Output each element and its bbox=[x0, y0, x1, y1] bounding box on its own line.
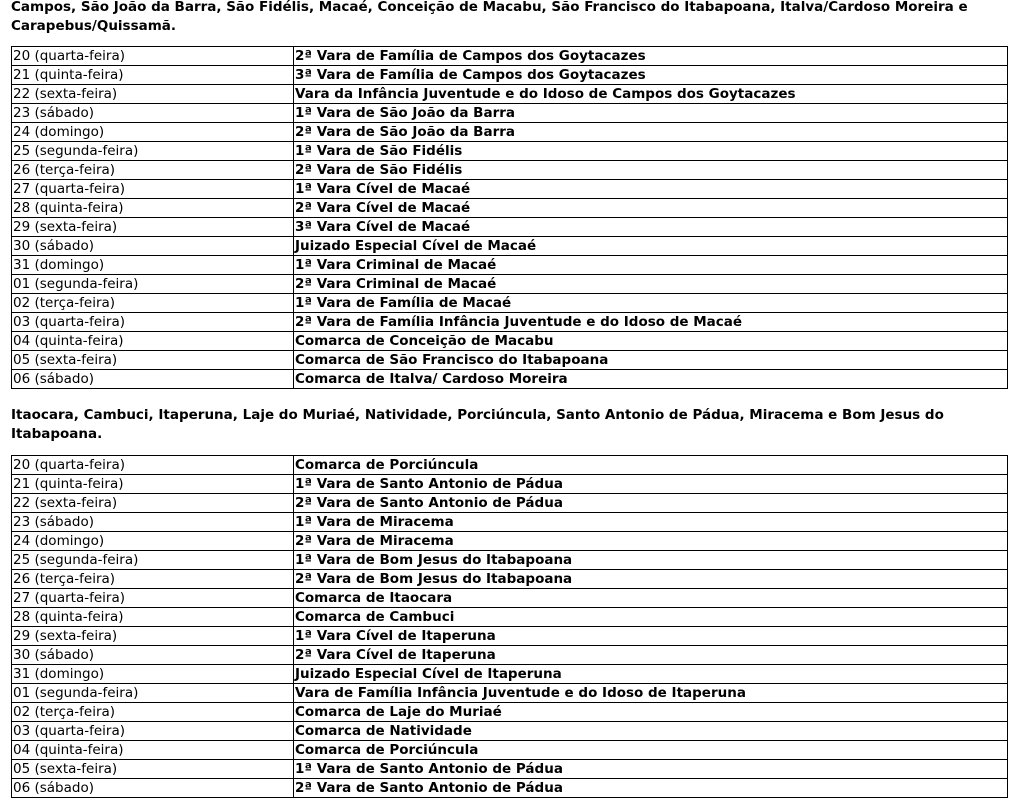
court-cell: 3ª Vara Cível de Macaé bbox=[294, 218, 1008, 237]
section-2-table bbox=[11, 455, 1008, 798]
table-row bbox=[12, 703, 1008, 722]
court-cell: 1ª Vara de São Fidélis bbox=[294, 142, 1008, 161]
table-row bbox=[12, 370, 1008, 389]
table-row bbox=[12, 589, 1008, 608]
table-row bbox=[12, 722, 1008, 741]
day-cell: 20 (quarta-feira) bbox=[12, 47, 294, 66]
day-cell: 31 (domingo) bbox=[12, 665, 294, 684]
table-row bbox=[12, 256, 1008, 275]
day-cell: 25 (segunda-feira) bbox=[12, 142, 294, 161]
table-row bbox=[12, 142, 1008, 161]
table-row bbox=[12, 275, 1008, 294]
court-cell: 1ª Vara de Família de Macaé bbox=[294, 294, 1008, 313]
table-row bbox=[12, 161, 1008, 180]
day-cell: 31 (domingo) bbox=[12, 256, 294, 275]
table-row bbox=[12, 47, 1008, 66]
court-cell: 2ª Vara de Família Infância Juventude e do Idoso de Macaé bbox=[294, 313, 1008, 332]
day-cell: 21 (quinta-feira) bbox=[12, 475, 294, 494]
table-row bbox=[12, 123, 1008, 142]
day-cell: 26 (terça-feira) bbox=[12, 161, 294, 180]
court-cell: 2ª Vara de Santo Antonio de Pádua bbox=[294, 779, 1008, 798]
day-cell: 03 (quarta-feira) bbox=[12, 313, 294, 332]
court-cell: 2ª Vara de São Fidélis bbox=[294, 161, 1008, 180]
day-cell: 06 (sábado) bbox=[12, 779, 294, 798]
day-cell: 28 (quinta-feira) bbox=[12, 199, 294, 218]
court-cell: Comarca de São Francisco do Itabapoana bbox=[294, 351, 1008, 370]
day-cell: 22 (sexta-feira) bbox=[12, 85, 294, 104]
day-cell: 20 (quarta-feira) bbox=[12, 456, 294, 475]
court-cell: Juizado Especial Cível de Macaé bbox=[294, 237, 1008, 256]
court-cell: 2ª Vara Cível de Macaé bbox=[294, 199, 1008, 218]
table-row bbox=[12, 741, 1008, 760]
court-cell: Comarca de Porciúncula bbox=[294, 456, 1008, 475]
day-cell: 24 (domingo) bbox=[12, 532, 294, 551]
court-cell: Comarca de Laje do Muriaé bbox=[294, 703, 1008, 722]
day-cell: 30 (sábado) bbox=[12, 646, 294, 665]
day-cell: 29 (sexta-feira) bbox=[12, 218, 294, 237]
day-cell: 24 (domingo) bbox=[12, 123, 294, 142]
table-row bbox=[12, 218, 1008, 237]
day-cell: 01 (segunda-feira) bbox=[12, 684, 294, 703]
table-row bbox=[12, 665, 1008, 684]
section-2-heading: Itaocara, Cambuci, Itaperuna, Laje do Muriaé, Natividade, Porciúncula, Santo Antonio de Pádua, Miracema e Bom Jesus do Itabapoana. bbox=[11, 407, 944, 442]
day-cell: 25 (segunda-feira) bbox=[12, 551, 294, 570]
day-cell: 30 (sábado) bbox=[12, 237, 294, 256]
section-1-heading: Campos, São João da Barra, São Fidélis, Macaé, Conceição de Macabu, São Francisco do Itabapoana, Italva/Cardoso Moreira e Carapebus/Quissamã. bbox=[11, 0, 968, 34]
table-row bbox=[12, 551, 1008, 570]
table-row bbox=[12, 294, 1008, 313]
table-row bbox=[12, 494, 1008, 513]
table-row bbox=[12, 513, 1008, 532]
court-cell: Comarca de Itaocara bbox=[294, 589, 1008, 608]
table-row bbox=[12, 180, 1008, 199]
table-row bbox=[12, 237, 1008, 256]
table-row bbox=[12, 779, 1008, 798]
table-row bbox=[12, 85, 1008, 104]
table-row bbox=[12, 532, 1008, 551]
table-row bbox=[12, 684, 1008, 703]
day-cell: 21 (quinta-feira) bbox=[12, 66, 294, 85]
table-row bbox=[12, 456, 1008, 475]
table-row bbox=[12, 760, 1008, 779]
court-cell: Comarca de Porciúncula bbox=[294, 741, 1008, 760]
day-cell: 26 (terça-feira) bbox=[12, 570, 294, 589]
court-cell: 1ª Vara Cível de Itaperuna bbox=[294, 627, 1008, 646]
court-cell: Comarca de Natividade bbox=[294, 722, 1008, 741]
court-cell: Comarca de Italva/ Cardoso Moreira bbox=[294, 370, 1008, 389]
table-row bbox=[12, 608, 1008, 627]
day-cell: 23 (sábado) bbox=[12, 513, 294, 532]
day-cell: 28 (quinta-feira) bbox=[12, 608, 294, 627]
day-cell: 06 (sábado) bbox=[12, 370, 294, 389]
day-cell: 22 (sexta-feira) bbox=[12, 494, 294, 513]
court-cell: Comarca de Cambuci bbox=[294, 608, 1008, 627]
table-row bbox=[12, 646, 1008, 665]
day-cell: 05 (sexta-feira) bbox=[12, 351, 294, 370]
day-cell: 03 (quarta-feira) bbox=[12, 722, 294, 741]
table-row bbox=[12, 475, 1008, 494]
day-cell: 29 (sexta-feira) bbox=[12, 627, 294, 646]
table-row bbox=[12, 570, 1008, 589]
court-cell: 2ª Vara Cível de Itaperuna bbox=[294, 646, 1008, 665]
court-cell: 1ª Vara Criminal de Macaé bbox=[294, 256, 1008, 275]
court-cell: 1ª Vara de São João da Barra bbox=[294, 104, 1008, 123]
section-1-table bbox=[11, 46, 1008, 389]
table-row bbox=[12, 627, 1008, 646]
day-cell: 04 (quinta-feira) bbox=[12, 741, 294, 760]
court-cell: Juizado Especial Cível de Itaperuna bbox=[294, 665, 1008, 684]
table-row bbox=[12, 66, 1008, 85]
court-cell: 2ª Vara de Santo Antonio de Pádua bbox=[294, 494, 1008, 513]
court-cell: 1ª Vara Cível de Macaé bbox=[294, 180, 1008, 199]
day-cell: 23 (sábado) bbox=[12, 104, 294, 123]
table-row bbox=[12, 313, 1008, 332]
court-cell: 1ª Vara de Santo Antonio de Pádua bbox=[294, 760, 1008, 779]
day-cell: 05 (sexta-feira) bbox=[12, 760, 294, 779]
court-cell: 2ª Vara Criminal de Macaé bbox=[294, 275, 1008, 294]
table-row bbox=[12, 104, 1008, 123]
day-cell: 27 (quarta-feira) bbox=[12, 589, 294, 608]
court-cell: 1ª Vara de Bom Jesus do Itabapoana bbox=[294, 551, 1008, 570]
day-cell: 27 (quarta-feira) bbox=[12, 180, 294, 199]
day-cell: 02 (terça-feira) bbox=[12, 294, 294, 313]
court-cell: 3ª Vara de Família de Campos dos Goytacazes bbox=[294, 66, 1008, 85]
court-cell: Vara da Infância Juventude e do Idoso de Campos dos Goytacazes bbox=[294, 85, 1008, 104]
court-cell: 2ª Vara de Bom Jesus do Itabapoana bbox=[294, 570, 1008, 589]
court-cell: 1ª Vara de Miracema bbox=[294, 513, 1008, 532]
court-cell: 2ª Vara de Família de Campos dos Goytacazes bbox=[294, 47, 1008, 66]
day-cell: 04 (quinta-feira) bbox=[12, 332, 294, 351]
court-cell: 2ª Vara de São João da Barra bbox=[294, 123, 1008, 142]
court-cell: 2ª Vara de Miracema bbox=[294, 532, 1008, 551]
day-cell: 02 (terça-feira) bbox=[12, 703, 294, 722]
table-row bbox=[12, 199, 1008, 218]
court-cell: 1ª Vara de Santo Antonio de Pádua bbox=[294, 475, 1008, 494]
court-cell: Comarca de Conceição de Macabu bbox=[294, 332, 1008, 351]
day-cell: 01 (segunda-feira) bbox=[12, 275, 294, 294]
table-row bbox=[12, 332, 1008, 351]
table-row bbox=[12, 351, 1008, 370]
court-cell: Vara de Família Infância Juventude e do Idoso de Itaperuna bbox=[294, 684, 1008, 703]
